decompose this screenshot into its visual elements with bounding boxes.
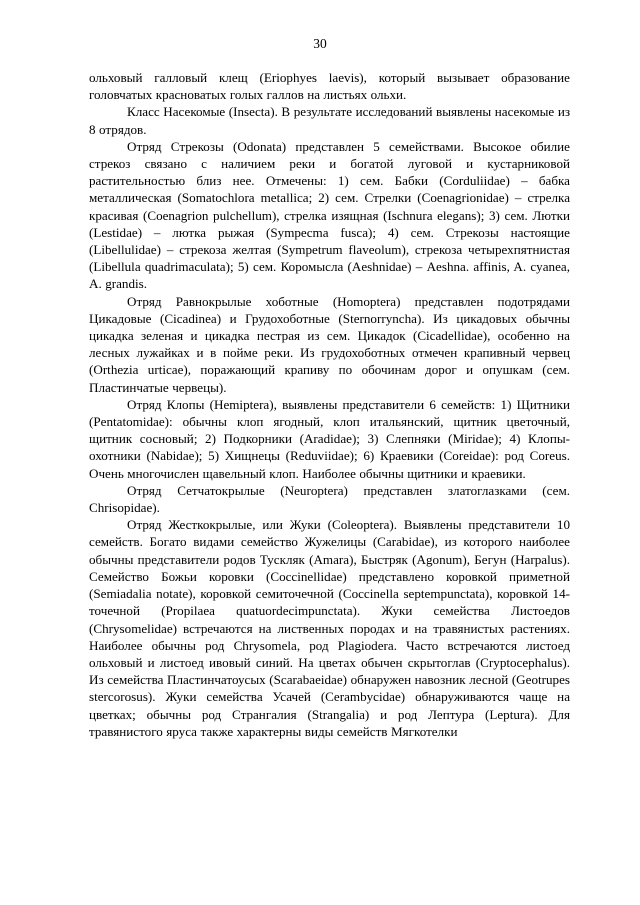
- body-text: [89, 69, 570, 740]
- paragraph-order-hemiptera: Отряд Клопы (Hemiptera), выявлены представители 6 семейств: 1) Щитники (Pentatomidae): обычны клоп ягодный, клоп итальянский, щитник цветочный, щитник сосновый; 2) Подкорники (Aradidae); 3) Слепняки (Miridae); 4) Клопы-охотники (Nabidae); 5) Хищнецы (Reduviidae); 6) Краевики (Coreidae): род Coreus. Очень многочислен щавельный клоп. Наиболее обычны щитники и краевики.: [89, 396, 570, 481]
- paragraph-order-homoptera: Отряд Равнокрылые хоботные (Homoptera) представлен подотрядами Цикадовые (Cicadinea) и Грудохоботные (Sternorryncha). Из цикадовых обычны цикадка зеленая и цикадка пестрая из сем. Цикадок (Cicadellidae), особенно на лесных лужайках и в пойме реки. Из грудохоботных отмечен крапивный червец (Orthezia urticae), поражающий крапиву по обочинам дорог и опушкам (сем. Пластинчатые червецы).: [89, 293, 570, 395]
- page-number: 30: [313, 36, 327, 51]
- paragraph-order-neuroptera: Отряд Сетчатокрылые (Neuroptera) представлен златоглазками (сем. Chrisopidae).: [89, 482, 570, 516]
- paragraph-order-odonata: Отряд Стрекозы (Odonata) представлен 5 семействами. Высокое обилие стрекоз связано с наличием реки и богатой луговой и кустарниковой растительностью близ нее. Отмечены: 1) сем. Бабки (Corduliidae) – бабка металлическая (Somatochlora metallica; 2) сем. Стрелки (Coenagrionidae) – стрелка красивая (Coenagrion pulchellum), стрелка изящная (Ischnura elegans); 3) сем. Лютки (Lestidae) – лютка рыжая (Sympecma fusca); 4) сем. Стрекозы настоящие (Libellulidae) – стрекоза желтая (Sympetrum flaveolum), стрекоза четырехпятнистая (Libellula quadrimaculata); 5) сем. Коромысла (Aeshnidae) – Aeshna. affinis, A. cyanea, A. grandis.: [89, 138, 570, 292]
- paragraph-gall-mite: ольховый галловый клещ (Eriophyes laevis), который вызывает образование головчатых красноватых голых галлов на листьях ольхи.: [89, 70, 570, 103]
- paragraph-class-insecta: Класс Насекомые (Insecta). В результате исследований выявлены насекомые из 8 отрядов.: [89, 104, 570, 137]
- paragraph-order-coleoptera: Отряд Жесткокрылые, или Жуки (Coleoptera). Выявлены представители 10 семейств. Богато видами семейство Жужелицы (Carabidae), из которого наиболее обычны представители родов Тускляк (Amara), Быстряк (Agonum), Бегун (Harpalus). Семейство Божьи коровки (Coccinellidae) представлено коровкой приметной (Semiadalia notate), коровкой семиточечной (Coccinella septempunctata), коровкой 14-точечной (Propilaea quatuordecimpunctata). Жуки семейства Листоедов (Chrysomelidae) встречаются на лиственных породах и на травянистых растениях. Наиболее обычны род Chrysomela, род Plagiodera. Часто встречаются листоед ольховый и листоед ивовый синий. На цветах обычен скрытоглав (Cryptocephalus). Из семейства Пластинчатоусых (Scarabaeidae) обнаружен навозник лесной (Geotrupes stercorosus). Жуки семейства Усачей (Cerambycidae) обнаруживаются чаще на цветках; обычны род Странгалия (Strangalia) и род Лептура (Leptura). Для травянистого яруса также характерны виды семейств Мягкотелки: [89, 517, 570, 739]
